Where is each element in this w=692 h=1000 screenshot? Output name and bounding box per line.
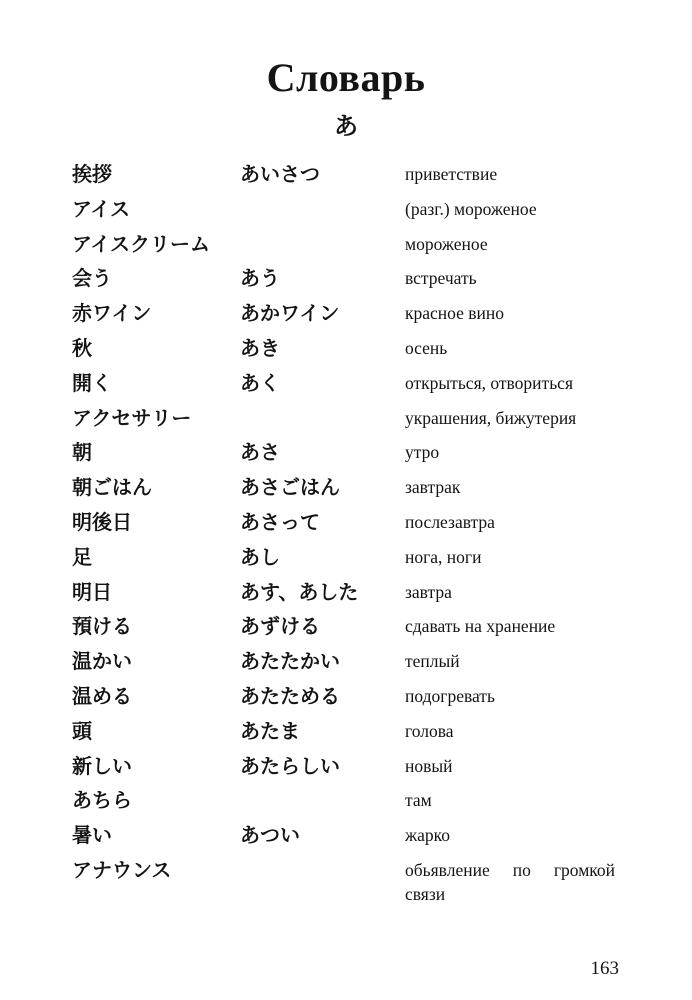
entry-word: アイス xyxy=(72,196,130,221)
entry-word: 開く xyxy=(72,370,112,395)
section-letter: あ xyxy=(334,112,358,140)
entry-reading: あたためる xyxy=(240,683,340,708)
entry-reading: あさごはん xyxy=(240,475,340,500)
entry-word: 明日 xyxy=(72,579,112,604)
entry-reading: あさ xyxy=(240,440,280,465)
entry-reading: あさって xyxy=(240,509,320,534)
entry-translation: послезавтра xyxy=(405,511,495,532)
entry-reading: あす、あした xyxy=(240,579,359,604)
entry-word: 温かい xyxy=(72,649,132,674)
list-item xyxy=(0,470,692,505)
entry-word: 朝 xyxy=(72,440,92,465)
page-title: Словарь xyxy=(266,55,426,100)
entry-reading: あう xyxy=(240,266,280,291)
list-item xyxy=(0,227,692,262)
entry-word: 会う xyxy=(72,266,112,291)
list-item xyxy=(0,783,692,818)
entry-word: 足 xyxy=(72,544,92,569)
entry-translation: теплый xyxy=(405,651,460,672)
entry-translation: жарко xyxy=(405,825,450,846)
entry-translation: завтрак xyxy=(405,477,461,498)
list-item xyxy=(0,366,692,401)
entry-word: 預ける xyxy=(72,614,132,639)
entry-translation: украшения, бижутерия xyxy=(405,407,577,428)
list-item xyxy=(0,435,692,470)
entry-word: 秋 xyxy=(72,335,92,360)
entry-translation: обьявление по громкой связи xyxy=(405,859,615,904)
entry-translation: подогревать xyxy=(405,685,495,706)
list-item xyxy=(0,609,692,644)
entry-translation: приветствие xyxy=(405,164,498,184)
entry-reading: あたたかい xyxy=(240,649,340,674)
list-item xyxy=(0,853,692,905)
list-item xyxy=(0,749,692,784)
entry-translation: осень xyxy=(405,337,448,358)
page-number: 163 xyxy=(590,958,619,979)
entry-word: アイスクリーム xyxy=(72,231,210,256)
entry-translation: красное вино xyxy=(405,303,505,324)
entry-translation: новый xyxy=(405,755,453,776)
entry-word: 暑い xyxy=(72,823,112,848)
list-item xyxy=(0,575,692,610)
list-item xyxy=(0,157,692,192)
entry-reading: あし xyxy=(240,544,280,569)
entry-reading: あかワイン xyxy=(240,301,340,326)
entry-word: あちら xyxy=(72,788,132,813)
entry-translation: утро xyxy=(405,442,440,463)
list-item xyxy=(0,192,692,227)
list-item xyxy=(0,331,692,366)
entry-translation: сдавать на хранение xyxy=(405,616,556,637)
list-item xyxy=(0,505,692,540)
entry-reading: あき xyxy=(240,335,280,360)
list-item xyxy=(0,679,692,714)
entry-word: 頭 xyxy=(72,718,92,743)
entry-word: アクセサリー xyxy=(72,405,192,430)
list-item xyxy=(0,818,692,853)
entry-word: 挨拶 xyxy=(72,162,112,186)
entry-word: アナウンス xyxy=(72,857,172,882)
entry-reading: あたらしい xyxy=(240,753,340,778)
entry-word: 赤ワイン xyxy=(72,301,152,326)
entry-translation: открыться, отвориться xyxy=(405,372,573,393)
entry-reading: あたま xyxy=(240,718,300,743)
list-item xyxy=(0,261,692,296)
entry-word: 新しい xyxy=(72,753,132,778)
entry-reading: あいさつ xyxy=(240,162,320,186)
list-item xyxy=(0,540,692,575)
entry-word: 温める xyxy=(72,683,132,708)
entry-translation: (разг.) мороженое xyxy=(405,198,537,219)
entry-list xyxy=(0,157,692,905)
list-item xyxy=(0,296,692,331)
entry-word: 朝ごはん xyxy=(72,475,152,500)
list-item xyxy=(0,401,692,436)
entry-translation: завтра xyxy=(405,581,452,602)
entry-translation: мороженое xyxy=(405,233,488,254)
entry-translation: встречать xyxy=(405,268,477,289)
entry-reading: あずける xyxy=(240,614,320,639)
entry-reading: あく xyxy=(240,370,280,395)
entry-translation: там xyxy=(405,790,432,811)
list-item xyxy=(0,644,692,679)
entry-word: 明後日 xyxy=(72,509,132,534)
entry-translation: голова xyxy=(405,720,454,741)
entry-reading: あつい xyxy=(240,823,300,848)
list-item xyxy=(0,714,692,749)
entry-translation: нога, ноги xyxy=(405,546,482,567)
